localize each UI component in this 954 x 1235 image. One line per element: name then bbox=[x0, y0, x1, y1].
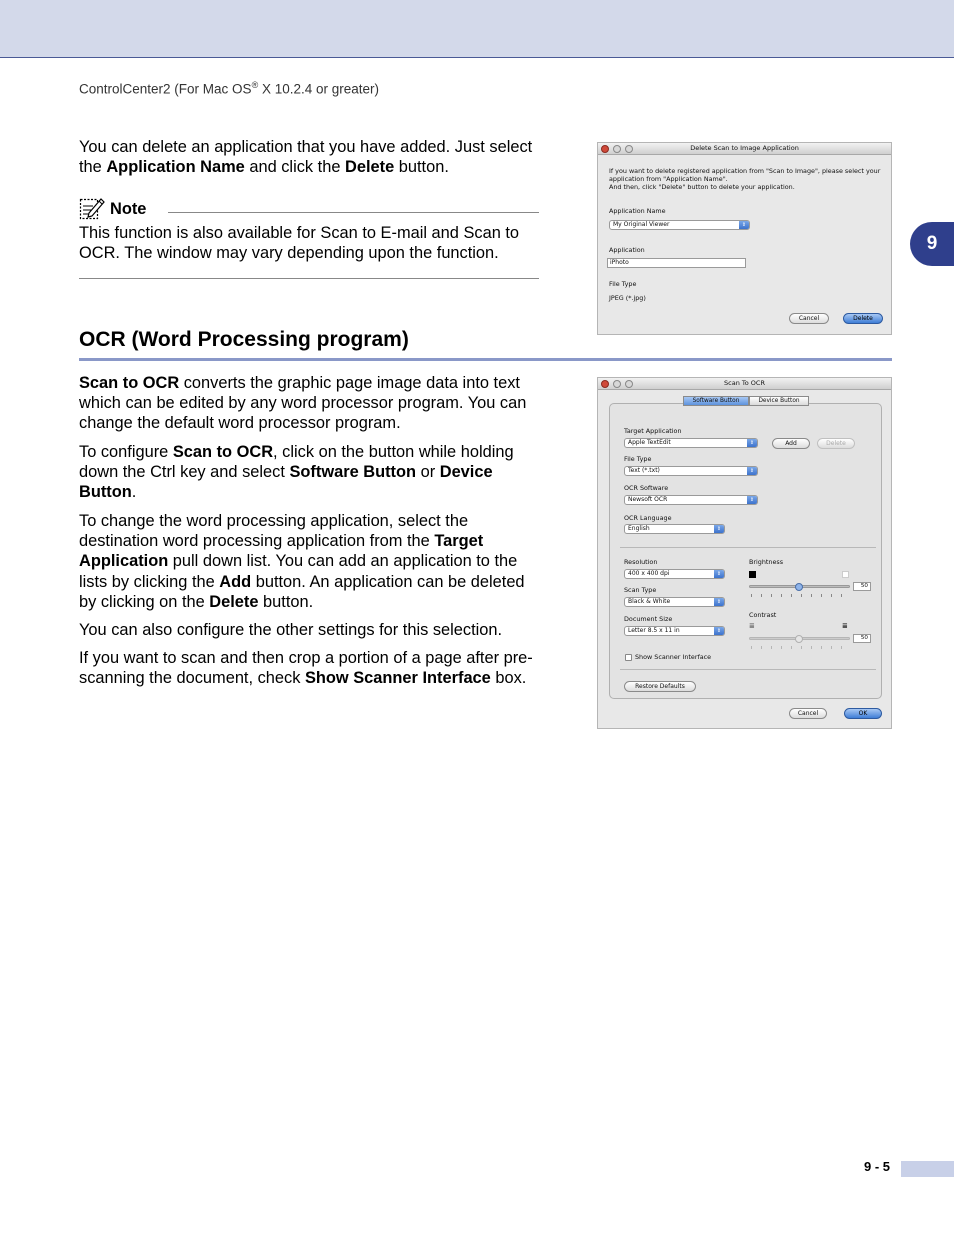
section-rule bbox=[79, 358, 892, 361]
file-type-popup[interactable]: Text (*.txt) ⇕ bbox=[624, 466, 758, 476]
contrast-slider-knob[interactable] bbox=[795, 635, 803, 643]
ocr-language-label: OCR Language bbox=[624, 514, 672, 522]
dialog-title: Scan To OCR bbox=[724, 379, 765, 387]
popup-arrows-icon: ⇕ bbox=[714, 525, 724, 533]
app-name-popup[interactable]: My Original Viewer ⇕ bbox=[609, 220, 750, 230]
popup-arrows-icon: ⇕ bbox=[747, 467, 757, 475]
popup-arrows-icon: ⇕ bbox=[747, 496, 757, 504]
contrast-ticks bbox=[751, 646, 848, 649]
target-application-popup[interactable]: Apple TextEdit ⇕ bbox=[624, 438, 758, 448]
footer-bar bbox=[901, 1161, 954, 1177]
application-label: Application bbox=[609, 246, 645, 254]
resolution-popup[interactable]: 400 x 400 dpi ⇕ bbox=[624, 569, 725, 579]
add-button[interactable]: Add bbox=[772, 438, 810, 449]
ocr-language-popup[interactable]: English ⇕ bbox=[624, 524, 725, 534]
brightness-label: Brightness bbox=[749, 558, 784, 566]
note-text: This function is also available for Scan to E-mail and Scan to OCR. The window may vary depending upon the function. bbox=[79, 224, 520, 263]
divider bbox=[620, 547, 876, 548]
note-label: Note bbox=[110, 200, 147, 218]
show-scanner-label: Show Scanner Interface bbox=[635, 653, 712, 661]
divider bbox=[620, 669, 876, 670]
ocr-paragraph-4: You can also configure the other settings for this selection. bbox=[79, 621, 503, 639]
dialog-titlebar bbox=[598, 143, 891, 155]
contrast-label: Contrast bbox=[749, 611, 777, 619]
note-header bbox=[79, 196, 539, 222]
ocr-software-popup[interactable]: Newsoft OCR ⇕ bbox=[624, 495, 758, 505]
application-field: iPhoto bbox=[607, 258, 746, 268]
scan-type-label: Scan Type bbox=[624, 586, 657, 594]
note-divider bbox=[168, 212, 539, 213]
chapter-tab: 9 bbox=[910, 222, 954, 266]
header-band bbox=[0, 0, 954, 58]
ocr-software-label: OCR Software bbox=[624, 484, 669, 492]
brightness-ticks bbox=[751, 594, 848, 597]
popup-arrows-icon: ⇕ bbox=[714, 598, 724, 606]
delete-application-dialog bbox=[597, 142, 892, 335]
app-name-label: Application Name bbox=[609, 207, 666, 215]
document-size-popup[interactable]: Letter 8.5 x 11 in ⇕ bbox=[624, 626, 725, 636]
cancel-button[interactable]: Cancel bbox=[789, 313, 829, 324]
scan-to-ocr-dialog bbox=[597, 377, 892, 729]
contrast-value[interactable]: 50 bbox=[853, 634, 871, 643]
delete-app-button[interactable]: Delete bbox=[817, 438, 855, 449]
ocr-paragraph-3: To change the word processing application, select the destination word processing application from the Target Application pull down list. You can add an application to the lists by clicking the Add button. An application can be deleted by clicking on the Delete button. bbox=[79, 512, 525, 611]
dialog-titlebar bbox=[598, 378, 891, 390]
resolution-label: Resolution bbox=[624, 558, 658, 566]
section-title: OCR (Word Processing program) bbox=[79, 328, 409, 351]
dialog-message: If you want to delete registered application from "Scan to Image", please select your application from "Application Name". And then, click "Delete" button to delete your application. bbox=[609, 167, 881, 192]
high-contrast-icon: ≣ bbox=[842, 622, 848, 630]
ocr-paragraph-1: Scan to OCR converts the graphic page image data into text which can be edited by any word processor program. You can change the default word processor program. bbox=[79, 374, 527, 433]
note-bottom-rule bbox=[79, 278, 539, 279]
tab-device-button[interactable]: Device Button bbox=[749, 396, 809, 406]
ok-button[interactable]: OK bbox=[844, 708, 882, 719]
file-type-label: File Type bbox=[609, 280, 637, 288]
dialog-title: Delete Scan to Image Application bbox=[690, 144, 799, 152]
delete-button[interactable]: Delete bbox=[843, 313, 883, 324]
tab-software-button[interactable]: Software Button bbox=[683, 396, 749, 406]
popup-arrows-icon: ⇕ bbox=[714, 627, 724, 635]
low-contrast-icon: ≣ bbox=[749, 622, 755, 630]
popup-arrows-icon: ⇕ bbox=[714, 570, 724, 578]
dark-square-icon bbox=[749, 571, 756, 578]
scan-type-popup[interactable]: Black & White ⇕ bbox=[624, 597, 725, 607]
cancel-button[interactable]: Cancel bbox=[789, 708, 827, 719]
light-square-icon bbox=[842, 571, 849, 578]
note-pencil-icon bbox=[79, 196, 105, 220]
brightness-slider-knob[interactable] bbox=[795, 583, 803, 591]
show-scanner-checkbox[interactable] bbox=[625, 654, 632, 661]
restore-defaults-button[interactable]: Restore Defaults bbox=[624, 681, 696, 692]
brightness-value[interactable]: 50 bbox=[853, 582, 871, 591]
file-type-value: JPEG (*.jpg) bbox=[609, 294, 646, 302]
file-type-label: File Type bbox=[624, 455, 652, 463]
ocr-paragraph-2: To configure Scan to OCR, click on the button while holding down the Ctrl key and select Software Button or Device Button. bbox=[79, 443, 514, 502]
intro-paragraph: You can delete an application that you have added. Just select the Application Name and click the Delete button. bbox=[79, 138, 533, 177]
ocr-paragraph-5: If you want to scan and then crop a portion of a page after pre-scanning the document, check Show Scanner Interface box. bbox=[79, 649, 533, 688]
popup-arrows-icon: ⇕ bbox=[739, 221, 749, 229]
popup-arrows-icon: ⇕ bbox=[747, 439, 757, 447]
page-number: 9 - 5 bbox=[864, 1159, 891, 1174]
target-application-label: Target Application bbox=[624, 427, 682, 435]
running-head: ControlCenter2 (For Mac OS® X 10.2.4 or greater) bbox=[79, 80, 380, 97]
document-size-label: Document Size bbox=[624, 615, 673, 623]
